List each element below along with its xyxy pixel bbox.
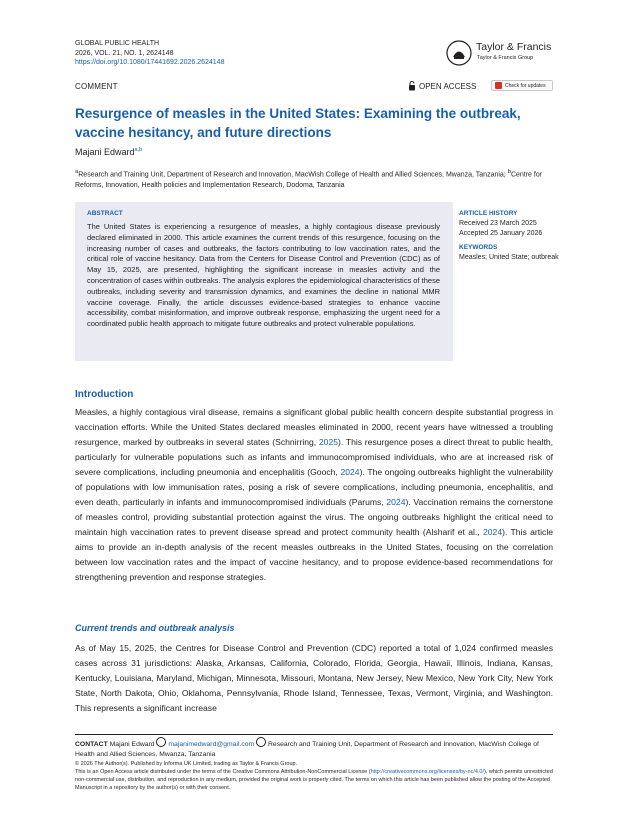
intro-text-1: Measles, a highly contagious viral disease, remains a significant global public health concern despite substantial progress in vaccination efforts. While the United States declared measles eliminated in 2000, recent years have witnessed a troubling resurgence, marked by outbreaks in several states (Schnirring, (75, 407, 553, 447)
introduction-heading: Introduction (75, 389, 134, 400)
journal-issue: 2026, VOL. 21, NO. 1, 2624148 (75, 49, 174, 57)
article-sidebar (459, 210, 559, 263)
check-for-updates-label: Check for updates (505, 82, 546, 89)
affil-a-sup: a (75, 169, 79, 175)
footer-rule (75, 734, 553, 735)
contact-name: Majani Edward (109, 741, 155, 748)
affil-b-sup: b (507, 169, 511, 175)
keywords-heading: KEYWORDS (459, 244, 498, 251)
accepted-date: Accepted 25 January 2026 (459, 230, 543, 237)
trends-paragraph: As of May 15, 2025, the Centres for Disease Control and Prevention (CDC) reported a total of 1,024 confirmed measles cases across 31 jurisdictions: Alaska, Arkansas, California, Colorado, Florida, Georgia, Hawaii, Illinois, Indiana, Kansas, Kentucky, Louisiana, Maryland, Michigan, Minnesota, Missouri, Montana, New Jersey, New Mexico, New York City, New York State, North Dakota, Ohio, Oklahoma, Pennsylvania, Rhode Island, Tennessee, Texas, Vermont, Virginia, and Washington. This represents a significant increase (75, 643, 553, 713)
address-icon (256, 737, 266, 747)
intro-text-5: ). This article aims to provide an in-depth analysis of the recent measles outbreaks in the United States, focusing on the correlation between low vaccination rates and the impact of vaccine hesitancy, and to propose evidence-based recommendations for strengthening prevention and response strategies. (75, 527, 554, 582)
journal-info (75, 39, 224, 68)
citation-link[interactable]: 2024 (340, 467, 360, 477)
contact-block (75, 737, 553, 760)
author-line (75, 147, 142, 157)
intro-text-4: ). Vaccination remains the cornerstone of measles control, providing substantial protection against the virus. The ongoing outbreaks highlight the critical need to maintain high vaccination rates to prevent disease spread and protect community health (Alsharif et al., (75, 497, 553, 537)
intro-text-2: ). This resurgence poses a direct threat to public health, particularly for vulnerable populations such as infants and immunocompromised individuals, who are at increased risk of severe complications, including pneumonia and encephalitis (Gooch, (75, 437, 553, 477)
received-date: Received 23 March 2025 (459, 220, 537, 227)
article-title: Resurgence of measles in the United States: Examining the outbreak, vaccine hesitancy, and future directions (75, 106, 521, 140)
trends-heading: Current trends and outbreak analysis (75, 623, 235, 633)
citation-link[interactable]: 2024 (386, 497, 406, 507)
intro-text-3: ). The ongoing outbreaks highlight the vulnerability of populations with low immunisation rates, posing a risk of severe complications, including pneumonia, encephalitis, and even death, particularly in infants and immunocompromised individuals (Parums, (75, 467, 553, 507)
author-name: Majani Edward (75, 147, 135, 157)
keywords-text: Measles; United State; outbreak (459, 254, 559, 261)
author-affil-sup: a,b (134, 147, 143, 153)
citation-link[interactable]: 2025 (318, 437, 339, 447)
email-icon (156, 737, 166, 747)
crossmark-icon (495, 82, 502, 89)
publisher-name: Taylor & Francis (476, 41, 552, 53)
affil-a: Research and Training Unit, Department of Research and Innovation, MacWish College of Health and Allied Sciences, Mwanza, Tanzania; (78, 171, 508, 179)
license-text-a: This is an Open Access article distributed under the terms of the Creative Commons Attribution-NonCommercial License ( (75, 769, 371, 775)
article-type: COMMENT (75, 82, 118, 91)
citation-link[interactable]: 2024 (483, 527, 503, 537)
open-access-badge (408, 81, 476, 91)
publisher-sub: Taylor & Francis Group (477, 55, 534, 61)
abstract-heading: ABSTRACT (87, 210, 123, 217)
publisher-emblem-icon (446, 40, 472, 66)
contact-address: Research and Training Unit, Department of Research and Innovation, MacWish College of Health and Allied Sciences, Mwanza, Tanzania (75, 741, 539, 758)
license-text-b: ), which permits unrestricted non-commercial use, distribution, and reproduction in any medium, provided the original work is properly cited. The terms on which this article has been published allow the posting of the Accepted Manuscript in a repository by the author(s) or with their consent. (75, 769, 553, 791)
contact-email-link[interactable]: majanimedward@gmail.com (168, 741, 255, 748)
copyright-block (75, 760, 553, 792)
license-link[interactable]: http://creativecommons.org/licenses/by-nc/4.0/ (370, 769, 485, 775)
open-access-label: OPEN ACCESS (419, 81, 477, 91)
doi-link[interactable]: https://doi.org/10.1080/17441692.2026.2624148 (75, 59, 225, 66)
license-text (75, 768, 553, 792)
contact-label: CONTACT (75, 741, 108, 748)
abstract-text: The United States is experiencing a resurgence of measles, a highly contagious disease previously declared eliminated in 2000. This article examines the current trends of this resurgence, focusing on the increasing number of cases and outbreaks, the factors contributing to low vaccination rates, and the critical role of vaccine hesitancy. Data from the Centers for Disease Control and Prevention (CDC) as of May 15, 2025, are presented, highlighting the significant increase in measles activity and the concentration of cases within outbreaks. The analysis explores the epidemiological characteristics of these outbreaks, including severity and transmission dynamics, and examines the decline in national MMR vaccine coverage. Finally, the article discusses evidence-based strategies to enhance vaccine accessibility, combat misinformation, and improve outbreak response, emphasizing the urgent need for a coordinated public health approach to mitigate future outbreaks and protect vulnerable populations. (87, 222, 440, 329)
affiliations (75, 167, 555, 191)
copyright-line: © 2026 The Author(s). Published by Informa UK Limited, trading as Taylor & Francis Group. (75, 761, 298, 767)
open-lock-icon (408, 81, 416, 91)
introduction-paragraph (75, 405, 553, 585)
check-for-updates-button[interactable] (491, 80, 553, 91)
journal-name: GLOBAL PUBLIC HEALTH (75, 40, 160, 47)
affil-b: Centre for Reforms, Innovation, Health policies and Implementation Research, Dodoma, Tanzania (75, 171, 543, 190)
article-history-heading: ARTICLE HISTORY (459, 210, 518, 217)
publisher-logo (446, 40, 566, 70)
